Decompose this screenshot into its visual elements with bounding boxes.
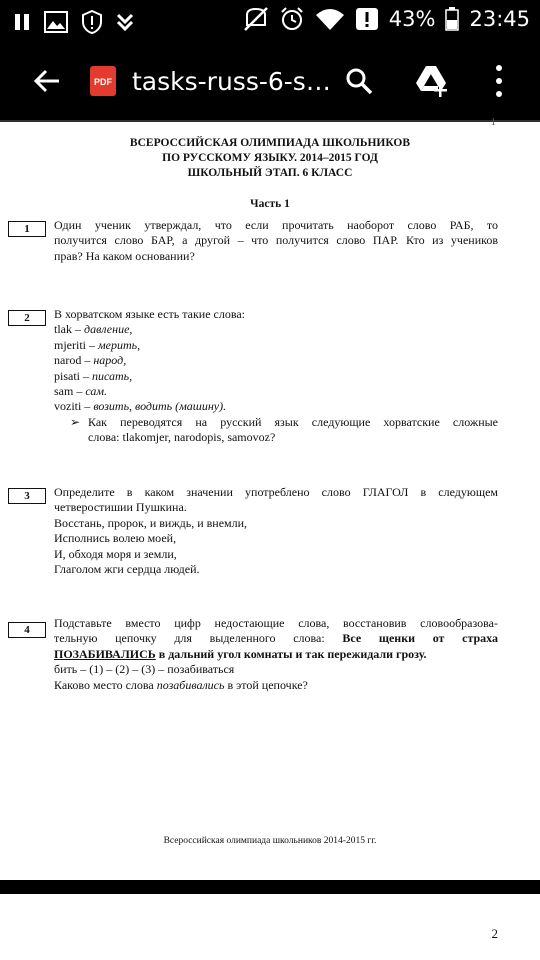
alarm-icon [279, 6, 305, 32]
target-word: ПОЗАБИВАЛИСЬ [54, 646, 156, 661]
poem-line: Глаголом жги сердца людей. [54, 562, 200, 577]
bullet-arrow-icon: ➢ [70, 414, 81, 429]
double-chevron-icon [116, 12, 134, 32]
document-title: tasks-russ-6-s… [132, 67, 331, 96]
russian-translation: сам. [85, 384, 108, 399]
task-1-line: получится слово БАР, а другой – что получится слово ПАР. Кто из учеников [54, 233, 498, 248]
task-2-question-line: слова: tlakomjer, narodopis, samovoz? [88, 430, 276, 445]
task-3-text [54, 485, 498, 577]
croatian-word: narod [54, 353, 82, 368]
search-icon[interactable] [344, 66, 374, 96]
croatian-word: sam [54, 384, 74, 399]
word-pair [54, 353, 498, 368]
olympiad-header-line-3: ШКОЛЬНЫЙ ЭТАП. 6 КЛАСС [187, 167, 353, 179]
word-pair [54, 369, 498, 384]
task-4-question-b: в этой цепочке? [224, 677, 308, 692]
word-pair [54, 399, 498, 414]
page-number-top: 1 [490, 116, 496, 128]
task-number-2: 2 [8, 310, 46, 326]
more-vert-icon[interactable] [492, 64, 506, 98]
poem-line: И, обходя моря и земли, [54, 546, 177, 561]
croatian-word: tlak [54, 322, 72, 337]
part-heading: Часть 1 [250, 198, 290, 210]
task-4-question-italic: позабивались [156, 677, 225, 692]
dash: – [86, 337, 98, 352]
russian-translation: народ, [93, 353, 127, 368]
task-4-line-plain: тельную цепочку для выделенного слова: [54, 631, 325, 646]
task-number-1: 1 [8, 221, 46, 237]
derivation-chain: бить – (1) – (2) – (3) – позабиваться [54, 662, 235, 677]
task-number-3: 3 [8, 488, 46, 504]
app-toolbar [0, 40, 540, 120]
task-4-text [54, 616, 498, 693]
task-2-question-line: Как переводятся на русский язык следующие хорватские сложные [88, 414, 498, 429]
russian-translation: давление, [84, 322, 133, 337]
image-icon [44, 11, 68, 33]
task-4-line: Подставьте вместо цифр недостающие слова, восстановив словообразова- [54, 616, 498, 630]
dash: – [80, 368, 92, 383]
pdf-icon [90, 66, 116, 96]
dash: – [81, 399, 94, 414]
russian-translation: писать, [92, 368, 133, 383]
croatian-word: voziti [54, 399, 82, 414]
word-pair [54, 384, 498, 399]
task-2-text [54, 307, 498, 446]
task-3-line: Определите в каком значении употреблено слово ГЛАГОЛ в следующем [54, 485, 498, 499]
task-4-line [54, 647, 498, 662]
dash: – [73, 384, 86, 399]
pause-icon [14, 13, 30, 31]
poem-line: Исполнись волею моей, [54, 531, 177, 546]
olympiad-header-line-2: ПО РУССКОМУ ЯЗЫКУ. 2014–2015 ГОД [162, 152, 378, 164]
dash: – [81, 353, 94, 368]
page-separator [0, 880, 540, 894]
mute-icon [243, 6, 269, 32]
task-4-line [54, 631, 498, 646]
battery-percent: 43% [388, 7, 436, 31]
task-number-4: 4 [8, 622, 46, 638]
shield-alert-icon [82, 10, 102, 34]
status-bar [0, 0, 540, 40]
add-to-drive-icon[interactable] [414, 64, 450, 98]
wifi-icon [315, 7, 345, 31]
dash: – [72, 322, 84, 337]
page-footer: Всероссийская олимпиада школьников 2014-2015 гг. [163, 836, 377, 846]
task-4-highlight: Все щенки от страха [342, 631, 499, 646]
word-pair [54, 322, 498, 337]
page-number-bottom: 2 [491, 926, 498, 941]
task-4-question-a: Каково место слова [54, 677, 157, 692]
task-2-intro: В хорватском языке есть такие слова: [54, 307, 245, 321]
notification-icon [355, 7, 379, 31]
back-arrow-icon[interactable] [32, 66, 62, 96]
pdf-page-2[interactable] [0, 894, 540, 960]
task-1-text [54, 218, 498, 264]
croatian-word: pisati [54, 368, 80, 383]
pdf-badge-label: PDF [94, 77, 112, 87]
task-3-line: четверостишии Пушкина. [54, 500, 187, 515]
battery-icon [445, 7, 459, 31]
russian-translation: возить, водить (машину). [93, 399, 227, 414]
olympiad-header-line-1: ВСЕРОССИЙСКАЯ ОЛИМПИАДА ШКОЛЬНИКОВ [129, 137, 411, 149]
poem-line: Восстань, пророк, и виждь, и внемли, [54, 515, 248, 530]
clock: 23:45 [469, 7, 530, 31]
task-4-highlight: в дальний угол комнаты и так пережидали грозу. [155, 646, 427, 661]
task-2-question [54, 415, 498, 446]
task-1-line: прав? На каком основании? [54, 248, 195, 263]
russian-translation: мерить, [98, 337, 141, 352]
pdf-page-1[interactable] [0, 116, 540, 880]
task-4-line [54, 678, 498, 693]
task-1-line: Один ученик утверждал, что если прочитать наоборот слово РАБ, то [54, 218, 498, 232]
word-pair [54, 338, 498, 353]
croatian-word: mjeriti [54, 337, 86, 352]
